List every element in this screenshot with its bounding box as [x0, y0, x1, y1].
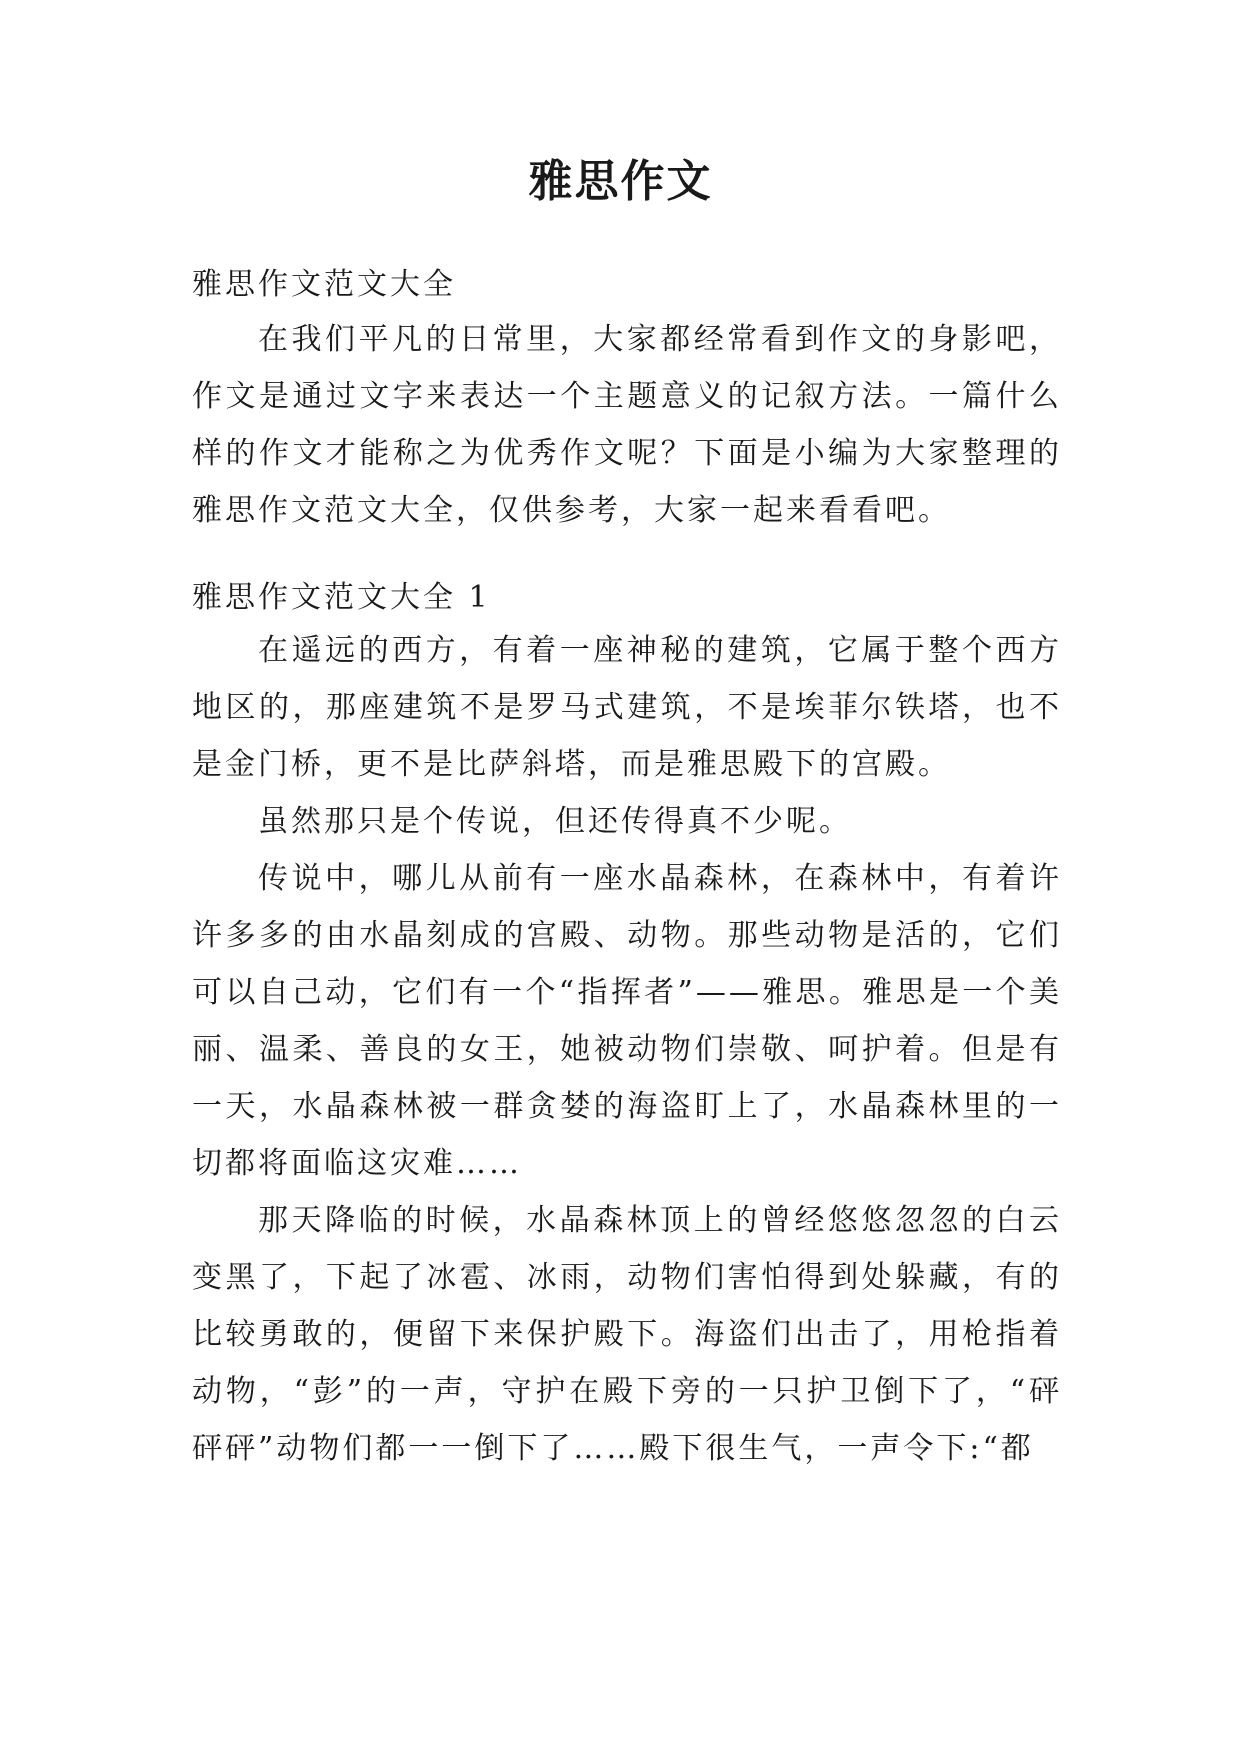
intro-paragraph: 在我们平凡的日常里，大家都经常看到作文的身影吧，作文是通过文字来表达一个主题意义的记叙方法。一篇什么样的作文才能称之为优秀作文呢？下面是小编为大家整理的雅思作文范文大全，仅供参考，大家一起来看看吧。 [192, 322, 1062, 528]
section1-paragraph-3: 传说中，哪儿从前有一座水晶森林，在森林中，有着许许多多的由水晶刻成的宫殿、动物。那些动物是活的，它们可以自己动，它们有一个“指挥者”——雅思。雅思是一个美丽、温柔、善良的女王，她被动物们崇敬、呵护着。但是有一天，水晶森林被一群贪婪的海盗盯上了，水晶森林里的一切都将面临这灾难…… [192, 861, 1062, 1181]
document-title: 雅思作文 [528, 156, 713, 207]
section1-paragraph-1: 在遥远的西方，有着一座神秘的建筑，它属于整个西方地区的，那座建筑不是罗马式建筑，不是埃菲尔铁塔，也不是金门桥，更不是比萨斜塔，而是雅思殿下的宫殿。 [192, 633, 1062, 782]
intro-heading: 雅思作文范文大全 [192, 267, 456, 302]
section1-paragraph-4: 那天降临的时候，水晶森林顶上的曾经悠悠忽忽的白云变黑了，下起了冰雹、冰雨，动物们害怕得到处躲藏，有的比较勇敢的，便留下来保护殿下。海盗们出击了，用枪指着动物，“彭”的一声，守护在殿下旁的一只护卫倒下了，“砰砰砰”动物们都一一倒下了……殿下很生气，一声令下:“都 [192, 1203, 1062, 1466]
section1-heading: 雅思作文范文大全 1 [192, 580, 491, 615]
section1-paragraph-2: 虽然那只是个传说，但还传得真不少呢。 [258, 804, 852, 839]
